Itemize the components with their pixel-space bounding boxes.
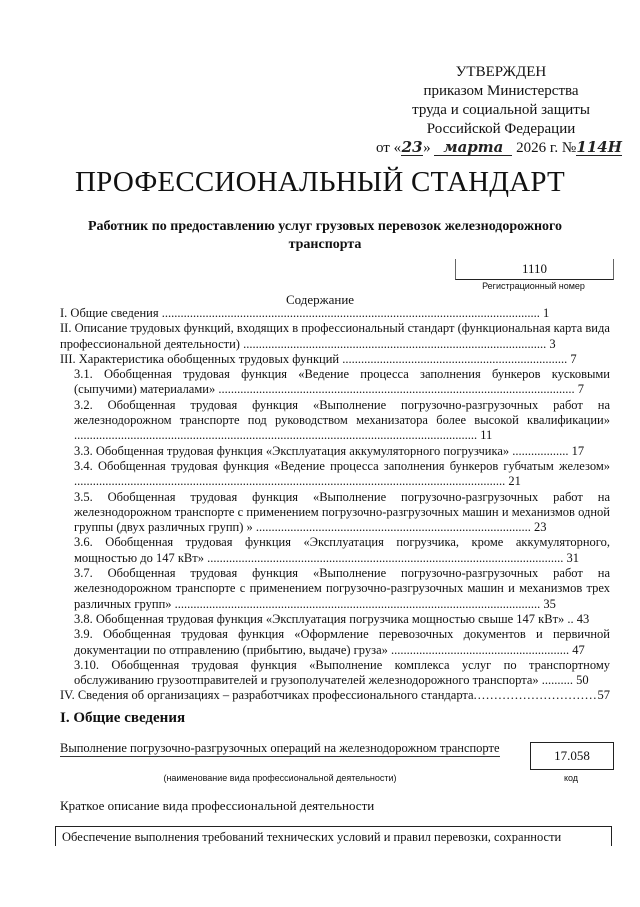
document-subtitle: Работник по предоставлению услуг грузовых перевозок железнодорожного транспорта	[87, 219, 563, 252]
table-of-contents	[60, 306, 610, 704]
document-title: ПРОФЕССИОНАЛЬНЫЙ СТАНДАРТ	[75, 166, 565, 198]
toc-item[interactable]: I. Общие сведения ......................................................................................................................... 1	[60, 306, 550, 320]
date-prefix: от «	[376, 140, 402, 156]
approval-ministry-line: труда и социальной защиты	[412, 102, 590, 118]
date-year-number: 2026 г. №	[516, 140, 577, 156]
toc-item[interactable]: 3.5. Обобщенная трудовая функция «Выполнение погрузочно-разгрузочных работ на железнодорожном транспорте с применением погрузочно-разгрузочных машин и механизмов одной группы (двух различных групп) » ........................................................................................ 23	[74, 489, 610, 535]
toc-item-title: IV. Сведения об организациях – разработчиках профессионального стандарта	[60, 688, 474, 703]
approval-date-line	[376, 139, 626, 158]
activity-code-caption: код	[563, 773, 579, 783]
toc-item-last[interactable]	[60, 688, 610, 703]
approval-order-line: приказом Министерства	[423, 83, 579, 99]
date-mid: »	[423, 140, 431, 156]
brief-description-box: Обеспечение выполнения требований технических условий и правил перевозки, сохранности	[55, 826, 612, 846]
toc-item[interactable]: 3.4. Обобщенная трудовая функция «Ведение процесса заполнения бункеров губчатым железом» .......................................................................................................................................... 21	[74, 458, 610, 489]
activity-kind-caption: (наименование вида профессиональной деятельности)	[163, 773, 397, 783]
registration-caption: Регистрационный номер	[482, 281, 585, 291]
toc-leader-dots	[474, 688, 596, 703]
toc-item[interactable]: 3.9. Обобщенная трудовая функция «Оформление перевозочных документов и первичной документации по отправлению (прибытию, выдаче) груза» ......................................................... 47	[74, 627, 610, 657]
brief-description-label: Краткое описание вида профессиональной деятельности	[60, 798, 375, 813]
handwritten-day: 23	[401, 138, 423, 156]
approval-heading: УТВЕРЖДЕН	[455, 64, 547, 80]
approval-country-line: Российской Федерации	[426, 121, 576, 137]
handwritten-month: марта	[434, 139, 512, 156]
toc-item[interactable]: 3.3. Обобщенная трудовая функция «Эксплуатация аккумуляторного погрузчика» .................. 17	[74, 443, 585, 458]
activity-kind-field: Выполнение погрузочно-разгрузочных операций на железнодорожном транспорте	[60, 741, 500, 755]
activity-code-field: 17.058	[530, 742, 614, 770]
toc-item[interactable]: 3.6. Обобщенная трудовая функция «Эксплуатация погрузчика, кроме аккумуляторного, мощностью до 147 кВт» .................................................................................................................. 31	[74, 535, 610, 565]
registration-number: 1110	[455, 259, 614, 280]
toc-item-page: 57	[597, 688, 610, 703]
toc-item[interactable]: 3.10. Обобщенная трудовая функция «Выполнение комплекса услуг по транспортному обслуживанию грузоотправителей и грузополучателей железнодорожного транспорта» .......... 50	[74, 657, 610, 688]
toc-item[interactable]: II. Описание трудовых функций, входящих в профессиональный стандарт (функциональная карта вида профессиональной деятельности) ................................................................................................. 3	[60, 321, 610, 351]
toc-item[interactable]: 3.8. Обобщенная трудовая функция «Эксплуатация погрузчика мощностью свыше 147 кВт» .. 43	[74, 611, 590, 626]
toc-item[interactable]: 3.2. Обобщенная трудовая функция «Выполнение погрузочно-разгрузочных работ на железнодорожном транспорте под руководством механизатора более высокой квалификации» ................................................................................................................................. 11	[74, 397, 610, 443]
section-heading: I. Общие сведения	[60, 710, 186, 726]
toc-item[interactable]: 3.7. Обобщенная трудовая функция «Выполнение погрузочно-разгрузочных работ на железнодорожном транспорте с применением погрузочно-разгрузочных машин и механизмов трех различных групп» ..................................................................................................................... 35	[74, 566, 610, 611]
toc-item[interactable]: III. Характеристика обобщенных трудовых функций ........................................................................ 7	[60, 351, 577, 366]
toc-heading: Содержание	[285, 292, 355, 307]
approval-block	[376, 63, 626, 158]
toc-item[interactable]: 3.1. Обобщенная трудовая функция «Ведение процесса заполнения бункеров кусковыми (сыпучими) материалами» .................................................................................................................. 7	[74, 367, 610, 397]
handwritten-order-number: 114Н	[576, 138, 622, 156]
